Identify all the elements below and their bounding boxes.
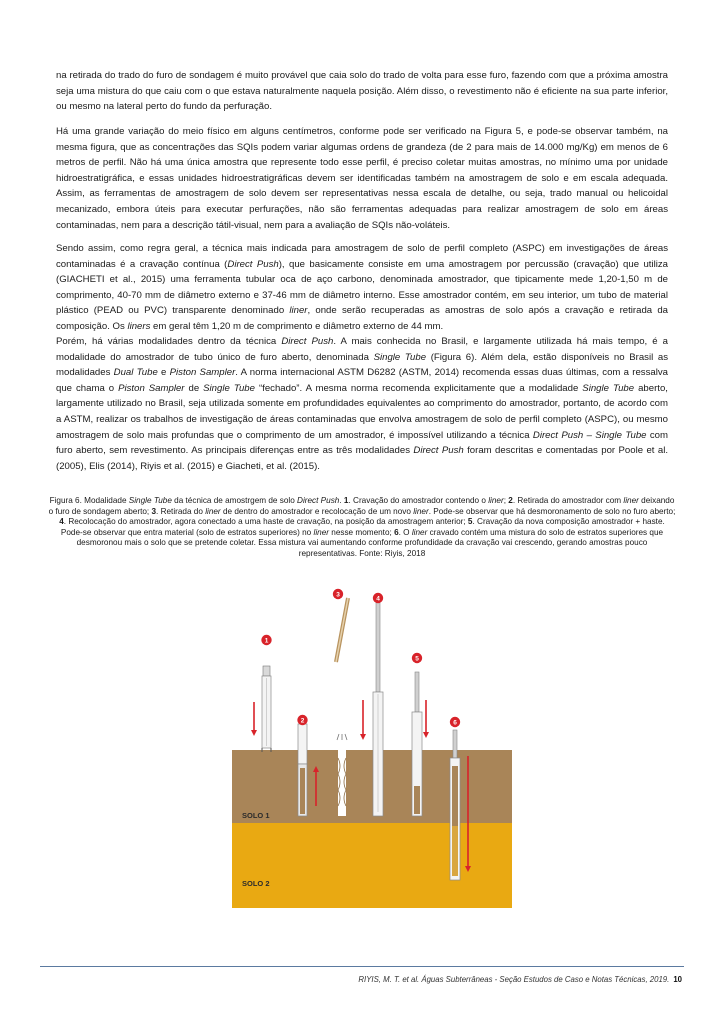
text-run: , onde serão recuperadas as amostras de solo após a cravação e retirada da composição. Os [56, 305, 669, 332]
step-marker-label-4: 4 [376, 595, 380, 603]
paragraph-2 [56, 124, 668, 233]
text-run: . Cravação da nova composição amostrador + haste. Pode-se observar que entra material (solo de estratos superiores) no [60, 517, 665, 537]
text-run: . A norma internacional ASTM D6282 (ASTM, 2014) recomenda essas duas últimas, com a ressalva que chama o [56, 367, 668, 394]
text-run: (Figura 6). Além dela, estão disponíveis no Brasil as modalidades [56, 351, 669, 379]
text-run: . Retirada do amostrador com [512, 496, 624, 505]
text-run: . Recolocação do amostrador, agora conectado a uma haste de cravação, na posição da amostragem anterior; [63, 517, 468, 527]
text-run: deixando o furo de sondagem aberto; [48, 496, 675, 516]
text-run: 6 [394, 527, 399, 537]
solo-1-label: SOLO 1 [242, 811, 270, 820]
text-run: 4 [59, 517, 64, 527]
text-run: Single Tube [128, 496, 172, 505]
page-footer [358, 975, 682, 984]
step-marker-label-5: 5 [415, 655, 419, 663]
stage-4-arrowhead [360, 734, 366, 740]
text-run: liner [488, 496, 504, 505]
text-run: . O [398, 527, 412, 537]
step-marker-label-6: 6 [453, 719, 457, 727]
paragraph-4 [56, 334, 668, 474]
text-run: Direct Push – Single Tube [532, 429, 647, 441]
text-run: 5 [467, 517, 473, 527]
text-run: nesse momento; [328, 527, 395, 537]
text-run: em geral têm 1,20 m de comprimento e diâmetro externo de 44 mm. [150, 320, 444, 332]
text-run: aberto, largamente utilizado no Brasil, seja utilizada somente em profundidades equivalentes ao comprimento do amostrador, portanto, de acordo com a ASTM, realizar os trabalhos de investigação de áreas contaminadas que envolva amostragem de solo de perfil completo (ASPC), ou mesmo amostragem de solo mais profundas que o comprimento de um amostrador, é impossível utilizando a técnica [56, 382, 668, 441]
text-run: . [339, 496, 344, 505]
text-run: Sendo assim, como regra geral, a técnica mais indicada para amostragem de solo de perfil completo (ASPC) em investigações de áreas contaminadas é a cravação contínua ( [56, 243, 668, 270]
text-run: Direct Push [281, 336, 334, 347]
figure-caption [48, 496, 676, 560]
text-run: liner [413, 506, 429, 516]
text-run: . Pode-se observar que há desmoronamento de solo no furo aberto; [428, 506, 676, 516]
text-run: foram descritas e comentadas por Poole et al. (2005), Elis (2014), Riyis et al. (2015) e Giacheti, et al. (2015). [56, 445, 668, 472]
stage-5-sampler [412, 672, 422, 816]
step-marker-label-1: 1 [264, 637, 269, 645]
text-run: Dual Tube [113, 367, 158, 379]
text-run: Direct Push [227, 258, 279, 270]
text-run: Figura 6. Modalidade [49, 496, 129, 505]
text-run: ; [503, 496, 509, 505]
footer-citation: RIYIS, M. T. et al. Águas Subterrâneas - Seção Estudos de Caso e Notas Técnicas, 2019. [358, 975, 670, 984]
text-run: com furo aberto, sem revestimento. As principais diferenças entre as três modalidades [56, 429, 669, 457]
stage-4-sampler [373, 602, 383, 816]
step-marker-label-2: 2 [300, 717, 305, 725]
text-run: 2 [508, 496, 513, 505]
stage-3-liner [336, 598, 348, 662]
text-run: liner [411, 527, 428, 537]
text-run: Porém, há várias modalidades dentro da técnica [56, 336, 282, 347]
text-run: Piston Sampler [169, 367, 236, 379]
text-run: liner [623, 496, 639, 505]
text-run: liners [127, 320, 151, 332]
stage-5-arrowhead [423, 732, 429, 738]
text-run: Há uma grande variação do meio físico em alguns centímetros, conforme pode ser verificado na Figura 5, e pode-se observar também, na mesma figura, que as concentrações das SQIs podem variar algumas ordens de grandeza (de 2 para mais de 14.000 mg/Kg) em menos de 6 metros de perfil. Não há uma única amostra que represente todo esse perfil, é preciso coletar muitas amostras, no mínimo uma por unidade hidroestratigráfica, e essas unidades hidroestratigráficas devem ser identificadas também na amostragem de solo e em escala adequada. Assim, as ferramentas de amostragem de solo devem ser representativas nessa escala de detalhe, ou seja, trado manual ou helicoidal mecanizado, embora úteis para executar perfurações, não são ferramentas adequadas para realizar amostragem de solo em áreas contaminadas, nem para a descrição tátil-visual, nem para a avaliação de SQIs não-voláteis. [56, 126, 668, 231]
paragraph-1 [56, 68, 668, 115]
page-number: 10 [673, 975, 682, 984]
text-run: da técnica de amostrgem de solo [171, 496, 298, 505]
text-run: liner [205, 506, 221, 516]
text-run: ), que basicamente consiste em uma amostragem por percussão (cravação) que utiliza (GIACHETI et al., 2015) uma ferramenta tubular oca de aço carbono, denominada amostrador, que tipicamente mede 1,20-1,50 m de comprimento, 40-70 mm de diâmetro externo e 37-46 mm de diâmetro interno. Esse amostrador contém, em seu interior, um tubo de material plástico (PEAD ou PVC) transparente denominado [56, 258, 668, 317]
step-marker-label-3: 3 [336, 591, 340, 599]
text-run: . Cravação do amostrador contendo o [348, 496, 489, 505]
text-run: . Retirada do [156, 506, 206, 516]
text-run: Single Tube [203, 382, 255, 394]
text-run: Single Tube [582, 382, 635, 394]
paragraph-3 [56, 241, 668, 335]
solo-2-label: SOLO 2 [242, 879, 270, 888]
text-run: liner [313, 527, 329, 537]
text-run: “fechado”. A mesma norma recomenda explicitamente que a modalidade [254, 382, 583, 394]
solo-2-layer [232, 823, 512, 908]
text-run: na retirada do trado do furo de sondagem é muito provável que caia solo do trado de volta para esse furo, fazendo com que a próxima amostra seja uma mistura do que caiu com o que estava naturalmente naquela posição. Além disso, o revestimento não é eficiente na sua parte inferior, ou mesmo na lateral perto do fundo da perfuração. [56, 70, 668, 113]
figure-6-illustration [232, 580, 512, 908]
stage-1-arrowhead [251, 730, 257, 736]
stage-3-open-hole [337, 734, 347, 816]
text-run: de [184, 382, 204, 394]
text-run: e [157, 367, 170, 379]
text-run: de dentro do amostrador e recolocação de um novo [220, 506, 414, 516]
text-run: Single Tube [373, 351, 427, 363]
solo-1-layer [232, 750, 512, 823]
text-run: 3 [151, 506, 157, 516]
text-run: Direct Push [413, 445, 464, 457]
text-run: cravado contém uma mistura do solo de estratos superiores que desmoronou mais o solo que se pretende coletar. Essa mistura vai aumentando conforme profundidade da cravação vai crescendo, gerando amostras pouco representativas. Fonte: Riyis, 2018 [76, 527, 664, 558]
text-run: . A mais conhecida no Brasil, e largamente utilizada há mais tempo, é a modalidade do amostrador de tubo único de furo aberto, denominada [56, 336, 669, 363]
footer-rule [40, 966, 684, 967]
text-run: Piston Sampler [118, 382, 185, 394]
stage-2-sampler [298, 724, 307, 816]
text-run: Direct Push [297, 496, 340, 505]
text-run: liner [289, 305, 308, 317]
text-run: 1 [343, 496, 349, 505]
stage-1-sampler [262, 666, 271, 752]
